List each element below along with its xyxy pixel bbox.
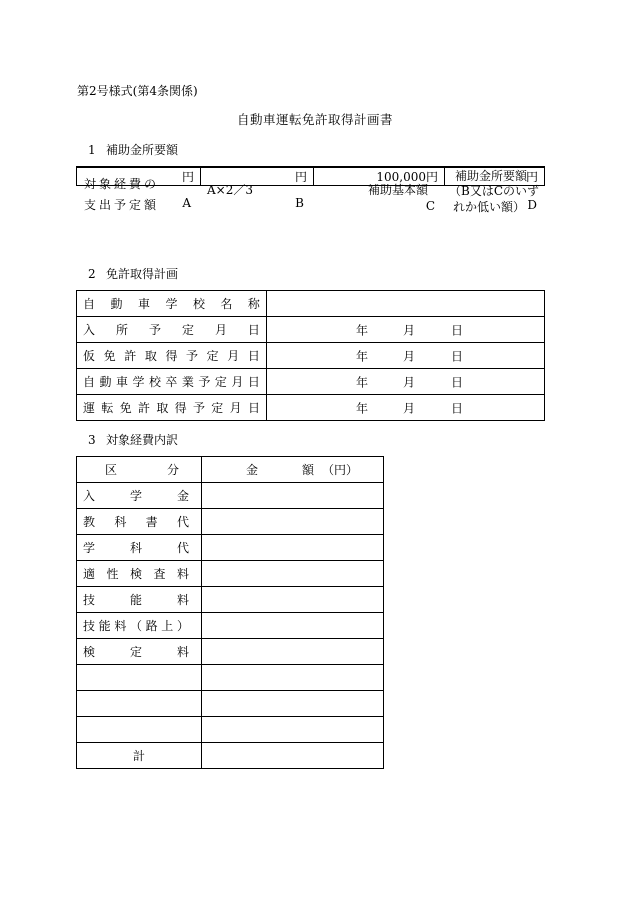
expense-category-char: 入 bbox=[83, 489, 96, 503]
expense-row bbox=[77, 587, 384, 613]
expense-row bbox=[77, 691, 384, 717]
plan-label-char: 動 bbox=[99, 375, 112, 389]
expense-breakdown-table bbox=[76, 456, 384, 769]
plan-label-char: 日 bbox=[247, 349, 260, 363]
plan-label-char: 免 bbox=[119, 401, 132, 415]
section3-title: 対象経費内訳 bbox=[106, 433, 179, 447]
col-b-label: A×2／3 bbox=[207, 183, 253, 197]
plan-label-char: 定 bbox=[181, 323, 194, 337]
date-year-label: 年 bbox=[356, 375, 369, 389]
plan-row bbox=[77, 291, 545, 317]
expense-row bbox=[77, 613, 384, 639]
plan-label-char: 得 bbox=[174, 401, 187, 415]
amount-header-part: 額 bbox=[302, 463, 315, 477]
expense-category-char: 性 bbox=[106, 567, 119, 581]
date-year-label: 年 bbox=[356, 323, 369, 337]
expense-category-char: 代 bbox=[176, 515, 189, 529]
expense-category-char: 料 bbox=[176, 593, 189, 607]
value-a: 円 bbox=[77, 168, 201, 186]
plan-label-char: 卒 bbox=[165, 375, 178, 389]
plan-label-char: 予 bbox=[186, 349, 199, 363]
expense-category-char: 料 bbox=[176, 645, 189, 659]
category-header-char: 分 bbox=[166, 463, 179, 477]
expense-category-char: 技 bbox=[83, 619, 96, 633]
date-month-label: 月 bbox=[403, 323, 416, 337]
expense-category-char: （ bbox=[129, 619, 142, 633]
expense-category-char: 料 bbox=[114, 619, 127, 633]
plan-label-char: 名 bbox=[220, 297, 233, 311]
expense-amount[interactable] bbox=[202, 587, 384, 613]
col-d-line1: 補助金所要額 bbox=[455, 169, 528, 183]
subsidy-amount-table bbox=[76, 166, 545, 214]
expense-category-char: 書 bbox=[145, 515, 158, 529]
date-year-label: 年 bbox=[356, 349, 369, 363]
plan-row-value[interactable] bbox=[267, 343, 545, 369]
date-day-label: 日 bbox=[451, 375, 464, 389]
plan-label-char: 仮 bbox=[83, 349, 96, 363]
section1-number: 1 bbox=[88, 143, 96, 157]
plan-label-char: 取 bbox=[156, 401, 169, 415]
plan-row bbox=[77, 343, 545, 369]
expense-amount[interactable] bbox=[202, 483, 384, 509]
plan-row-value[interactable] bbox=[267, 369, 545, 395]
col-b-header bbox=[201, 167, 314, 210]
plan-row-value[interactable] bbox=[267, 317, 545, 343]
amount-header-part: 金 bbox=[246, 463, 259, 477]
total-amount[interactable] bbox=[202, 743, 384, 769]
col-c-label: 補助基本額 bbox=[367, 183, 428, 197]
date-month-label: 月 bbox=[403, 401, 416, 415]
form-number: 第2号様式(第4条関係) bbox=[77, 84, 198, 98]
col-c-letter: C bbox=[425, 199, 435, 213]
expense-category-char: 料 bbox=[176, 567, 189, 581]
col-a-letter: A bbox=[182, 196, 191, 210]
expense-row bbox=[77, 665, 384, 691]
expense-category-char: 能 bbox=[98, 619, 111, 633]
plan-label-char: 業 bbox=[181, 375, 194, 389]
col-d-letter: D bbox=[527, 198, 537, 212]
date-year-label: 年 bbox=[356, 401, 369, 415]
plan-label-char: 自 bbox=[83, 297, 96, 311]
section3-number: 3 bbox=[88, 433, 96, 447]
expense-amount[interactable] bbox=[202, 509, 384, 535]
col-b-letter: B bbox=[295, 196, 304, 210]
col-d-line2: （B又はCのいず bbox=[449, 184, 540, 198]
date-month-label: 月 bbox=[403, 349, 416, 363]
expense-row bbox=[77, 483, 384, 509]
plan-row bbox=[77, 317, 545, 343]
plan-row-label bbox=[77, 317, 267, 343]
expense-category-char: 査 bbox=[153, 567, 166, 581]
section2-number: 2 bbox=[88, 267, 96, 281]
plan-row bbox=[77, 395, 545, 421]
plan-label-char: 許 bbox=[137, 401, 150, 415]
plan-label-char: 月 bbox=[227, 349, 240, 363]
section2-title: 免許取得計画 bbox=[106, 267, 179, 281]
expense-category bbox=[77, 535, 202, 561]
plan-label-char: 定 bbox=[211, 401, 224, 415]
expense-category bbox=[77, 717, 202, 743]
plan-label-char: 動 bbox=[110, 297, 123, 311]
expense-header-row bbox=[77, 457, 384, 483]
plan-label-char: 日 bbox=[247, 401, 260, 415]
expense-category bbox=[77, 587, 202, 613]
col-a-line1: 対象経費の bbox=[84, 177, 160, 191]
expense-row bbox=[77, 509, 384, 535]
expense-category bbox=[77, 639, 202, 665]
plan-label-char: 校 bbox=[192, 297, 205, 311]
expense-row bbox=[77, 561, 384, 587]
date-month-label: 月 bbox=[403, 375, 416, 389]
expense-category-char: 適 bbox=[83, 567, 96, 581]
plan-label-char: 許 bbox=[124, 349, 137, 363]
expense-amount[interactable] bbox=[202, 665, 384, 691]
value-d: 円 bbox=[445, 168, 545, 186]
plan-label-char: 日 bbox=[247, 375, 260, 389]
category-header bbox=[77, 457, 202, 483]
expense-category-char: 金 bbox=[176, 489, 189, 503]
plan-label-char: 定 bbox=[206, 349, 219, 363]
expense-category bbox=[77, 691, 202, 717]
plan-label-char: 学 bbox=[165, 297, 178, 311]
expense-row bbox=[77, 717, 384, 743]
category-header-char: 区 bbox=[105, 463, 118, 477]
plan-label-char: 免 bbox=[103, 349, 116, 363]
value-c: 100,000円 bbox=[314, 168, 445, 186]
plan-label-char: 日 bbox=[247, 323, 260, 337]
plan-label-char: 定 bbox=[214, 375, 227, 389]
section3-heading bbox=[88, 431, 178, 448]
expense-row bbox=[77, 535, 384, 561]
col-d-header bbox=[445, 167, 545, 214]
license-plan-table bbox=[76, 290, 545, 421]
expense-category-char: 教 bbox=[83, 515, 96, 529]
expense-category-char: 検 bbox=[129, 567, 142, 581]
plan-label-char: 入 bbox=[83, 323, 96, 337]
section1-heading bbox=[88, 141, 178, 158]
expense-amount[interactable] bbox=[202, 613, 384, 639]
expense-category-char: 上 bbox=[161, 619, 174, 633]
plan-label-char: 取 bbox=[144, 349, 157, 363]
plan-label-char: 月 bbox=[214, 323, 227, 337]
expense-amount[interactable] bbox=[202, 639, 384, 665]
plan-label-char: 称 bbox=[247, 297, 260, 311]
expense-category-char: 能 bbox=[129, 593, 142, 607]
expense-amount[interactable] bbox=[202, 535, 384, 561]
plan-row-value[interactable] bbox=[267, 291, 545, 317]
plan-label-char: 校 bbox=[148, 375, 161, 389]
expense-category-char: 学 bbox=[129, 489, 142, 503]
expense-category-char: 科 bbox=[129, 541, 142, 555]
document-title: 自動車運転免許取得計画書 bbox=[236, 112, 393, 127]
expense-amount[interactable] bbox=[202, 717, 384, 743]
date-day-label: 日 bbox=[451, 323, 464, 337]
date-day-label: 日 bbox=[451, 349, 464, 363]
col-d-line3: れか低い額） bbox=[453, 200, 526, 214]
expense-amount[interactable] bbox=[202, 691, 384, 717]
expense-category bbox=[77, 665, 202, 691]
plan-row-label bbox=[77, 369, 267, 395]
col-a-header bbox=[77, 167, 201, 212]
date-day-label: 日 bbox=[451, 401, 464, 415]
amount-header-part: （円） bbox=[322, 463, 359, 477]
expense-category-char: 路 bbox=[145, 619, 158, 633]
plan-label-char: 学 bbox=[132, 375, 145, 389]
plan-row-label bbox=[77, 343, 267, 369]
section1-title: 補助金所要額 bbox=[106, 143, 179, 157]
expense-category-char: 定 bbox=[129, 645, 142, 659]
plan-label-char: 車 bbox=[115, 375, 128, 389]
value-b: 円 bbox=[201, 168, 314, 186]
expense-category bbox=[77, 561, 202, 587]
expense-category-char: 技 bbox=[83, 593, 96, 607]
plan-row bbox=[77, 369, 545, 395]
plan-label-char: 予 bbox=[192, 401, 205, 415]
expense-category-char: 検 bbox=[83, 645, 96, 659]
expense-category bbox=[77, 509, 202, 535]
expense-total-row bbox=[77, 743, 384, 769]
total-label: 計 bbox=[77, 743, 202, 769]
plan-label-char: 月 bbox=[229, 401, 242, 415]
expense-category-char: 科 bbox=[114, 515, 127, 529]
expense-row bbox=[77, 639, 384, 665]
amount-header bbox=[202, 457, 384, 483]
expense-category-char: 学 bbox=[83, 541, 96, 555]
plan-label-char: 車 bbox=[137, 297, 150, 311]
plan-label-char: 転 bbox=[101, 401, 114, 415]
plan-label-char: 自 bbox=[83, 375, 96, 389]
plan-label-char: 予 bbox=[198, 375, 211, 389]
plan-label-char: 運 bbox=[83, 401, 96, 415]
plan-label-char: 予 bbox=[148, 323, 161, 337]
plan-row-value[interactable] bbox=[267, 395, 545, 421]
expense-category bbox=[77, 613, 202, 639]
plan-row-label bbox=[77, 291, 267, 317]
expense-category-char: 代 bbox=[176, 541, 189, 555]
plan-row-label bbox=[77, 395, 267, 421]
plan-label-char: 得 bbox=[165, 349, 178, 363]
col-a-line2: 支出予定額 bbox=[84, 198, 160, 212]
plan-label-char: 所 bbox=[115, 323, 128, 337]
expense-category bbox=[77, 483, 202, 509]
expense-amount[interactable] bbox=[202, 561, 384, 587]
expense-category-char: ） bbox=[176, 619, 189, 633]
section2-heading bbox=[88, 265, 178, 282]
plan-label-char: 月 bbox=[231, 375, 244, 389]
